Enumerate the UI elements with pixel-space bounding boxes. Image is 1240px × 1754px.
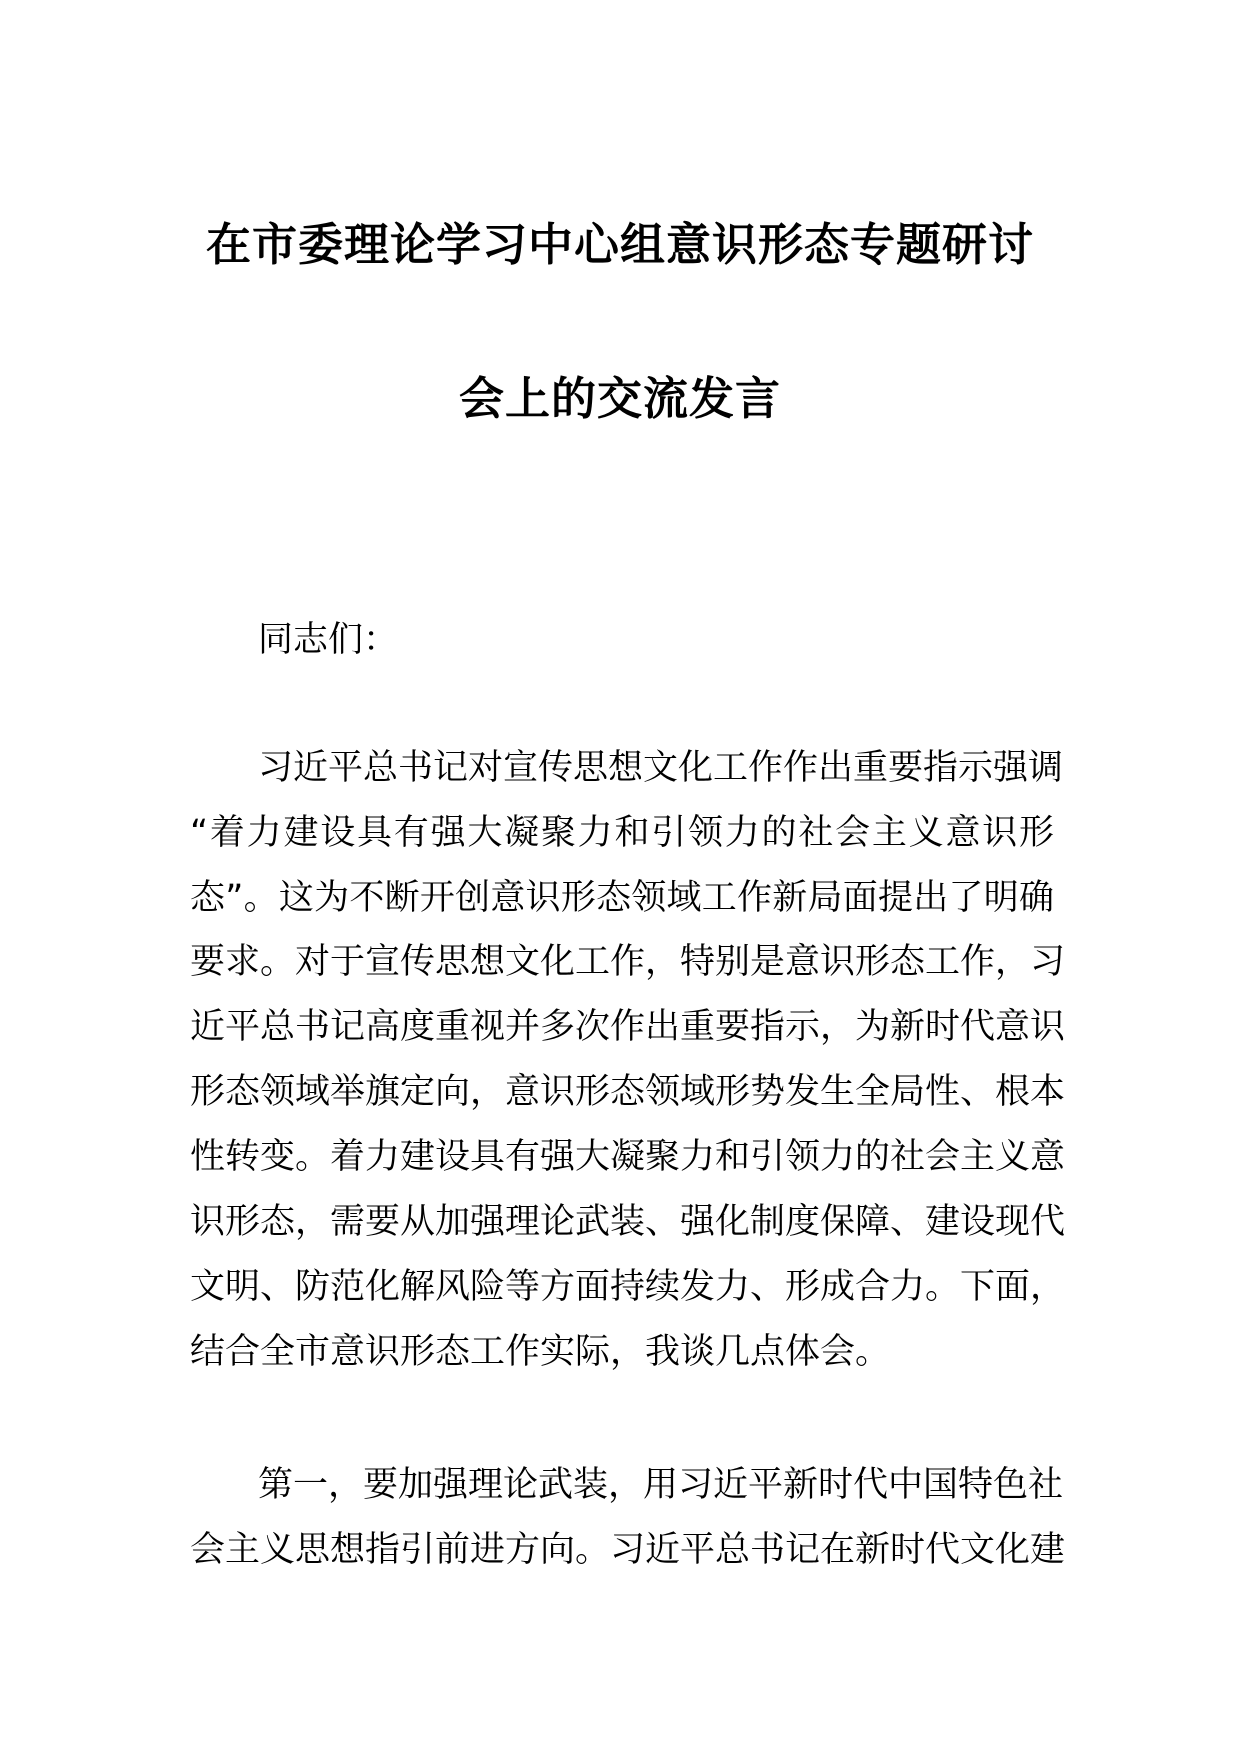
- paragraph-line: 态”。这为不断开创意识形态领域工作新局面提出了明确: [190, 878, 1054, 918]
- paragraph-line: “着力建设具有强大凝聚力和引领力的社会主义意识形: [190, 813, 1054, 853]
- paragraph-line: 习近平总书记对宣传思想文化工作作出重要指示强调: [258, 748, 1064, 788]
- paragraph-line: 结合全市意识形态工作实际，我谈几点体会。: [190, 1332, 891, 1372]
- paragraph-line: 会主义思想指引前进方向。习近平总书记在新时代文化建: [190, 1530, 1066, 1570]
- paragraph-line: 形态领域举旗定向，意识形态领域形势发生全局性、根本: [190, 1072, 1066, 1112]
- paragraph-line: 第一，要加强理论武装，用习近平新时代中国特色社: [258, 1465, 1064, 1505]
- paragraph-line: 性转变。着力建设具有强大凝聚力和引领力的社会主义意: [190, 1137, 1066, 1177]
- paragraph-line: 近平总书记高度重视并多次作出重要指示，为新时代意识: [190, 1007, 1066, 1047]
- document-title-line-1: 在市委理论学习中心组意识形态专题研讨: [205, 218, 1034, 271]
- salutation: 同志们：: [258, 620, 399, 660]
- document-title-line-2: 会上的交流发言: [458, 372, 781, 425]
- paragraph-line: 要求。对于宣传思想文化工作，特别是意识形态工作，习: [190, 942, 1066, 982]
- paragraph-line: 文明、防范化解风险等方面持续发力、形成合力。下面，: [190, 1267, 1066, 1307]
- paragraph-line: 识形态，需要从加强理论武装、强化制度保障、建设现代: [190, 1202, 1066, 1242]
